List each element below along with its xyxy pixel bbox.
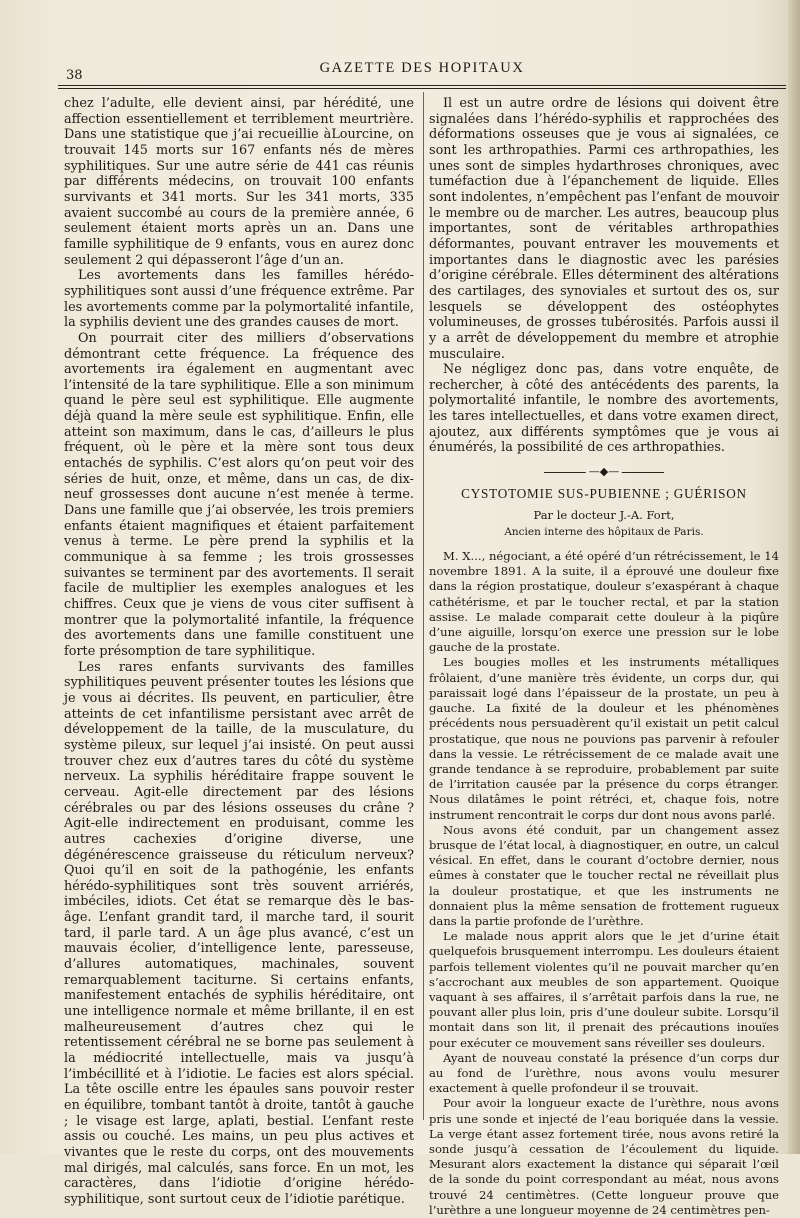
paragraph: Les bougies molles et les instruments métalliques frôlaient, d’une manière très évidente, un corps dur, qui paraissait logé dans l’épaisseur de la prostate, un peu à gauche. La fixité de la douleur et les phénomènes précédents nous persuadèrent qu’il existait un petit calcul prostatique, que nous ne pouvions pas parvenir à refouler dans la vessie. Le rétrécissement de ce malade avait une grande tendance à se reproduire, probablement par suite de l’irritation causée par la présence du corps étranger. Nous dilatâmes le point rétréci, et, chaque fois, notre instrument rencontrait le corps dur dont nous avons parlé.	[429, 655, 779, 822]
column-divider	[423, 92, 424, 1120]
paragraph: Ayant de nouveau constaté la présence d’un corps dur au fond de l’urèthre, nous avons voulu mesurer exactement à quelle profondeur il se trouvait.	[429, 1050, 779, 1096]
paragraph: Les rares enfants survivants des familles syphilitiques peuvent présenter toutes les lésions que je vous ai décrites. Ils peuvent, en particulier, être atteints de cet infantilisme persistant avec arrêt de développement de la taille, de la musculature, du système pileux, sur lequel j’ai insisté. On peut aussi trouver chez eux d’autres tares du côté du système nerveux. La syphilis héréditaire frappe souvent le cerveau. Agit-elle directement par des lésions cérébrales ou par des lésions osseuses du crâne ? Agit-elle indirectement en produisant, comme les autres cachexies d’origine diverse, une dégénérescence graisseuse du réticulum nerveux? Quoi qu’il en soit de la pathogénie, les enfants hérédo-syphilitiques sont très souvent arriérés, imbéciles, idiots. Cet état se remarque dès le bas-âge. L’enfant grandit tard, il marche tard, il sourit tard, il parle tard. A un âge plus avancé, c’est un mauvais écolier, d’intelligence lente, paresseuse, d’allures automatiques, machinales, souvent remarquablement taciturne. Si certains enfants, manifestement entachés de syphilis héréditaire, ont une intelligence normale et même brillante, il en est malheureusement d’autres chez qui le retentissement cérébral ne se borne pas seulement à la médiocrité intellectuelle, mais va jusqu’à l’imbécillité et à l’idiotie. Le facies est alors spécial. La tête oscille entre les épaules sans pouvoir rester en équilibre, tombant tantôt à droite, tantôt à gauche ; le visage est large, aplati, bestial. L’enfant reste assis ou couché. Les mains, un peu plus actives et vivantes que le reste du corps, ont des mouvements mal dirigés, mal calculés, sans force. En un mot, les caractères, dans l’idiotie d’origine hérédo-syphilitique, sont surtout ceux de l’idiotie parétique.	[64, 659, 414, 1207]
paragraph: Il est un autre ordre de lésions qui doivent être signalées dans l’hérédo-syphilis et rapprochées des déformations osseuses que je vous ai signalées, ce sont les arthropathies. Parmi ces arthropathies, les unes sont de simples hydarthroses chroniques, avec tuméfaction due à l’épanchement de liquide. Elles sont indolentes, n’empêchent pas l’enfant de mouvoir le membre ou de marcher. Les autres, beaucoup plus importantes, sont de véritables arthropathies déformantes, pouvant entraver les mouvements et importantes dans le diagnostic avec les parésies d’origine cérébrale. Elles déterminent des altérations des cartilages, des synoviales et surtout des os, sur lesquels se développent des ostéophytes volumineuses, de grosses tubérosités. Parfois aussi il y a arrêt de développement du membre et atrophie musculaire.	[429, 96, 779, 362]
paragraph: M. X..., négociant, a été opéré d’un rétrécissement, le 14 novembre 1891. A la suite, il a éprouvé une douleur fixe dans la région prostatique, douleur s’exaspérant à chaque cathétérisme, et par le toucher rectal, et par la station assise. Le malade comparait cette douleur à la piqûre d’une aiguille, lorsqu’on exerce une pression sur le lobe gauche de la prostate.	[429, 549, 779, 655]
separator-ornament: —◆—	[586, 466, 622, 478]
left-column	[64, 96, 414, 1208]
header-rule-double	[58, 88, 786, 89]
article-byline: Par le docteur J.-A. Fort,	[533, 507, 675, 522]
article-byline-role: Ancien interne des hôpitaux de Paris.	[504, 526, 704, 539]
paragraph: On pourrait citer des milliers d’observations démontrant cette fréquence. La fréquence des avortements ira également en augmentant avec l’intensité de la tare syphilitique. Elle a son minimum quand le père seul est syphilitique. Elle augmente déjà quand la mère seule est syphilitique. Enfin, elle atteint son maximum, dans le cas, d’ailleurs le plus fréquent, où le père et la mère sont tous deux entachés de syphilis. C’est alors qu’on peut voir des séries de huit, onze, et même, dans un cas, de dix-neuf grossesses dont aucune n’est menée à terme. Dans une famille que j’ai observée, les trois premiers enfants étaient magnifiques et étaient parfaitement venus à terme. Le père prend la syphilis et la communique à sa femme ; les trois grossesses suivantes se terminent par des avortements. Il serait facile de multiplier les exemples analogues et les chiffres. Ceux que je viens de vous citer suffisent à montrer que la polymortalité infantile, la fréquence des avortements dans une famille constituent une forte présomption de tare syphilitique.	[64, 330, 414, 659]
article-title: CYSTOTOMIE SUS-PUBIENNE ; GUÉRISON	[461, 486, 747, 502]
paragraph: chez l’adulte, elle devient ainsi, par hérédité, une affection essentiellement et terriblement meurtrière. Dans une statistique que j’ai recueillie àLourcine, on trouvait 145 morts sur 167 enfants nés de mères syphilitiques. Sur une autre série de 441 cas réunis par différents médecins, on trouvait 100 enfants survivants et 341 morts. Sur les 341 morts, 335 avaient succombé au cours de la première année, 6 seulement étaient morts après un an. Dans une famille syphilitique de 9 enfants, vous en aurez donc seulement 2 qui dépasseront l’âge d’un an.	[64, 96, 414, 268]
header-rule	[58, 85, 786, 86]
paragraph: Les avortements dans les familles hérédo-syphilitiques sont aussi d’une fréquence extrême. Par les avortements comme par la polymortalité infantile, la syphilis devient une des grandes causes de mort.	[64, 268, 414, 331]
section-separator	[544, 465, 664, 479]
page-edge-shadow	[788, 0, 800, 1154]
page-header	[58, 60, 786, 84]
page-number: 38	[66, 68, 83, 83]
article-body	[429, 549, 779, 1218]
right-column	[429, 96, 779, 1218]
journal-title: GAZETTE DES HOPITAUX	[319, 60, 525, 76]
paragraph: Ne négligez donc pas, dans votre enquête, de rechercher, à côté des antécédents des parents, la polymortalité infantile, le nombre des avortements, les tares intellectuelles, et dans votre examen direct, ajoutez, aux différents symptômes que je vous ai énumérés, la possibilité de ces arthropathies.	[429, 362, 779, 456]
paragraph: Pour avoir la longueur exacte de l’urèthre, nous avons pris une sonde et injecté de l’eau boriquée dans la vessie. La verge étant assez fortement tirée, nous avons retiré la sonde jusqu’à cessation de l’écoulement du liquide. Mesurant alors exactement la distance qui séparait l’œil de la sonde du point correspondant au méat, nous avons trouvé 24 centimètres. (Cette longueur prouve que l’urèthre a une longueur moyenne de 24 centimètres pen-	[429, 1096, 779, 1217]
paragraph: Le malade nous apprit alors que le jet d’urine était quelquefois brusquement interrompu. Les douleurs étaient parfois tellement violentes qu’il ne pouvait marcher qu’en s’accrochant aux meubles de son appartement. Quoique vaquant à ses affaires, il s’arrêtait parfois dans la rue, ne pouvant aller plus loin, pris d’une douleur subite. Lorsqu’il montait dans son lit, il prenait des précautions inouïes pour exécuter ce mouvement sans réveiller ses douleurs.	[429, 929, 779, 1050]
paragraph: Nous avons été conduit, par un changement assez brusque de l’état local, à diagnostiquer, en outre, un calcul vésical. En effet, dans le courant d’octobre dernier, nous eûmes à constater que le toucher rectal ne réveillait plus la douleur prostatique, et que les instruments ne donnaient plus la même sensation de frottement rugueux dans la partie profonde de l’urèthre.	[429, 822, 779, 928]
